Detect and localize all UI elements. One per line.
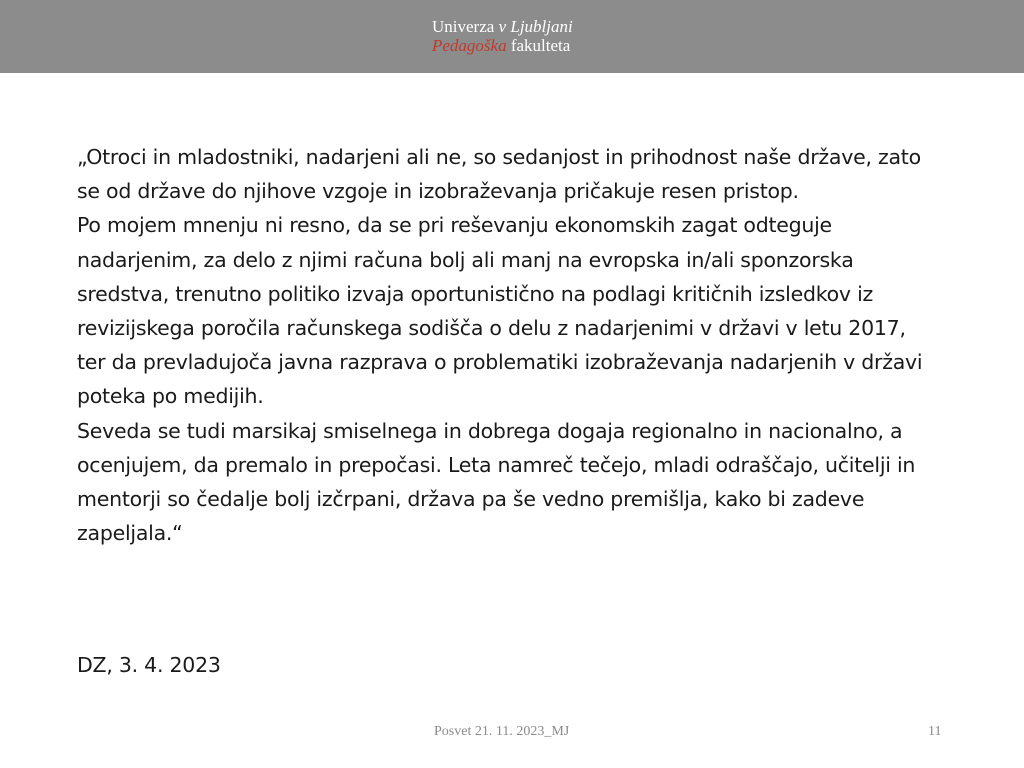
quote-paragraph-3: Seveda se tudi marsikaj smiselnega in dobrega dogaja regionalno in nacionalno, a ocenjujem, da premalo in prepočasi. Leta namreč tečejo, mladi odraščajo, učitelji in mentorji so čedalje bolj izčrpani, država pa še vedno premišlja, kako bi zadeve zapeljala.“ <box>77 418 916 546</box>
logo-university: Univerza <box>432 17 499 36</box>
university-logo <box>432 17 573 55</box>
slide-body <box>77 140 937 550</box>
quote-signature: DZ, 3. 4. 2023 <box>77 653 221 677</box>
header-bar <box>0 0 1024 73</box>
logo-line-2 <box>432 36 573 55</box>
logo-faculty-accent: Pedagoška <box>432 36 507 55</box>
quote-paragraph-2: Po mojem mnenju ni resno, da se pri reševanju ekonomskih zagat odteguje nadarjenim, za delo z njimi računa bolj ali manj na evropska in/ali sponzorska sredstva, trenutno politiko izvaja oportunistično na podlagi kritičnih izsledkov iz revizijskega poročila računskega sodišča o delu z nadarjenimi v državi v letu 2017, ter da prevladujoča javna razprava o problematiki izobraževanja nadarjenih v državi poteka po medijih. <box>77 213 923 409</box>
quote-paragraph-1: „Otroci in mladostniki, nadarjeni ali ne, so sedanjost in prihodnost naše države, zato se od države do njihove vzgoje in izobraževanja pričakuje resen pristop. <box>77 145 921 204</box>
page-number: 11 <box>928 724 942 739</box>
logo-city: v Ljubljani <box>498 17 573 36</box>
footer-event-label: Posvet 21. 11. 2023_MJ <box>434 724 570 739</box>
logo-faculty: fakulteta <box>506 36 571 55</box>
logo-line-1 <box>432 17 573 36</box>
